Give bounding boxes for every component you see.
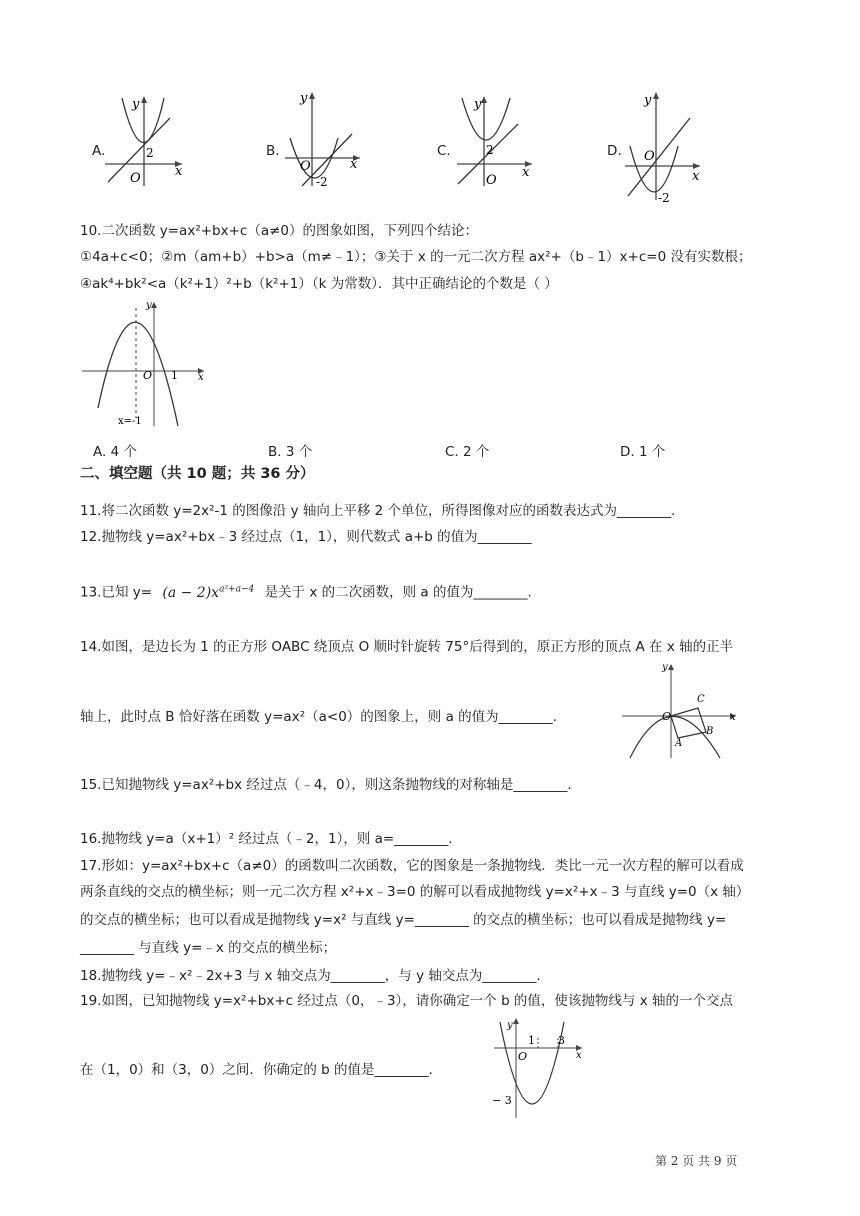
option-a-label: A. xyxy=(92,143,106,159)
q14-c: C xyxy=(697,694,705,705)
q14-line1: 14.如图，是边长为 1 的正方形 OABC 绕顶点 O 顺时针旋转 75°后得到的，原正方形的顶点 A 在 x 轴的正半 xyxy=(80,639,734,655)
q10-x: x xyxy=(198,372,204,383)
option-c-graph xyxy=(452,92,537,187)
q10-option-a: A. 4 个 xyxy=(93,444,137,460)
q14-line2: 轴上，此时点 B 恰好落在函数 y=ax²（a<0）的图象上，则 a 的值为________. xyxy=(80,709,557,725)
option-a-graph xyxy=(100,92,190,187)
option-b-origin: O xyxy=(300,159,311,174)
q19-three: 3 xyxy=(558,1034,565,1047)
option-c-origin: O xyxy=(486,173,497,187)
option-d-x: x xyxy=(692,169,700,184)
option-a-origin: O xyxy=(130,171,141,186)
q12-text: 12.抛物线 y=ax²+bx﹣3 经过点（1，1），则代数式 a+b 的值为________ xyxy=(80,529,532,545)
q19-y: y xyxy=(507,1020,513,1031)
option-a-y: y xyxy=(132,97,140,112)
q10-option-b: B. 3 个 xyxy=(268,444,313,460)
q19-line2: 在（1，0）和（3，0）之间．你确定的 b 的值是________. xyxy=(80,1062,433,1078)
option-d-tick: -2 xyxy=(658,191,670,205)
q10-option-d: D. 1 个 xyxy=(620,444,666,460)
q19-minus3: − 3 xyxy=(492,1094,512,1107)
q10-origin: O xyxy=(143,369,153,382)
q19-graph xyxy=(492,1016,592,1121)
q14-b: B xyxy=(706,726,714,737)
option-d-label: D. xyxy=(607,143,622,159)
option-d-y: y xyxy=(644,93,652,108)
q10-graph xyxy=(80,298,210,428)
q11-text: 11.将二次函数 y=2x²-1 的图像沿 y 轴向上平移 2 个单位，所得图像对应的函数表达式为________. xyxy=(80,503,676,519)
option-b-y: y xyxy=(300,91,308,106)
q19-origin: O xyxy=(518,1050,528,1063)
q10-one: 1 xyxy=(171,369,178,382)
q17-line1: 17.形如：y=ax²+bx+c（a≠0）的函数叫二次函数，它的图象是一条抛物线．类比一元一次方程的解可以看成 xyxy=(80,858,744,874)
q19-line1: 19.如图，已知抛物线 y=x²+bx+c 经过点（0，﹣3），请你确定一个 b 的值，使该抛物线与 x 轴的一个交点 xyxy=(80,993,734,1009)
q19-x: x xyxy=(576,1050,582,1061)
q14-x: x xyxy=(730,712,736,723)
q10-option-c: C. 2 个 xyxy=(445,444,490,460)
page-footer: 第 2 页 共 9 页 xyxy=(655,1154,738,1168)
section-heading: 二、填空题（共 10 题；共 36 分） xyxy=(80,466,315,482)
q14-origin: O xyxy=(662,710,672,723)
option-c-x: x xyxy=(522,165,530,180)
q18-text: 18.抛物线 y=﹣x²﹣2x+3 与 x 轴交点为________，与 y 轴交点为________. xyxy=(80,968,541,984)
q13-suffix: 是关于 x 的二次函数，则 a 的值为________. xyxy=(264,584,532,601)
q17-line3: 的交点的横坐标；也可以看成是抛物线 y=x² 与直线 y=________ 的交点的横坐标；也可以看成是抛物线 y= xyxy=(80,912,727,928)
option-b-x: x xyxy=(350,157,358,172)
option-c-y: y xyxy=(474,97,482,112)
q19-one: 1 xyxy=(528,1034,535,1047)
option-a-x: x xyxy=(175,164,183,179)
q13-text xyxy=(80,580,532,602)
q13-prefix: 13.已知 y= xyxy=(80,584,153,601)
option-d-graph xyxy=(622,88,707,206)
q10-line2: ①4a+c<0；②m（am+b）+b>a（m≠﹣1）；③关于 x 的一元二次方程 ax²+（b﹣1）x+c=0 没有实数根； xyxy=(80,249,752,265)
q10-y: y xyxy=(146,300,152,311)
q17-line4: ________ 与直线 y=﹣x 的交点的横坐标； xyxy=(80,940,337,956)
q13-expr: $(a - 2)x^{a^2+a-4}$ xyxy=(162,584,255,601)
option-c-label: C. xyxy=(437,143,451,159)
option-b-tick: -2 xyxy=(316,175,328,188)
option-c-tick: 2 xyxy=(486,143,494,157)
q16-text: 16.抛物线 y=a（x+1）² 经过点（﹣2，1），则 a=________. xyxy=(80,831,453,847)
option-b-label: B. xyxy=(266,143,280,159)
q15-text: 15.已知抛物线 y=ax²+bx 经过点（﹣4，0），则这条抛物线的对称轴是________. xyxy=(80,777,572,793)
q10-line3: ④ak⁴+bk²<a（k²+1）²+b（k²+1）（k 为常数）．其中正确结论的个数是（ ） xyxy=(80,276,558,292)
q10-line1: 10.二次函数 y=ax²+bx+c（a≠0）的图象如图，下列四个结论： xyxy=(80,223,479,239)
q10-axis-note: x=-1 xyxy=(118,416,142,427)
option-a-tick: 2 xyxy=(146,146,154,160)
option-b-graph xyxy=(280,88,365,188)
q14-y: y xyxy=(662,662,668,673)
q17-line2: 两条直线的交点的横坐标；则一元二次方程 x²+x﹣3=0 的解可以看成抛物线 y=x²+x﹣3 与直线 y=0（x 轴） xyxy=(80,884,750,900)
option-d-origin: O xyxy=(644,149,655,164)
q14-a: A xyxy=(675,738,683,749)
q14-graph xyxy=(620,660,745,760)
